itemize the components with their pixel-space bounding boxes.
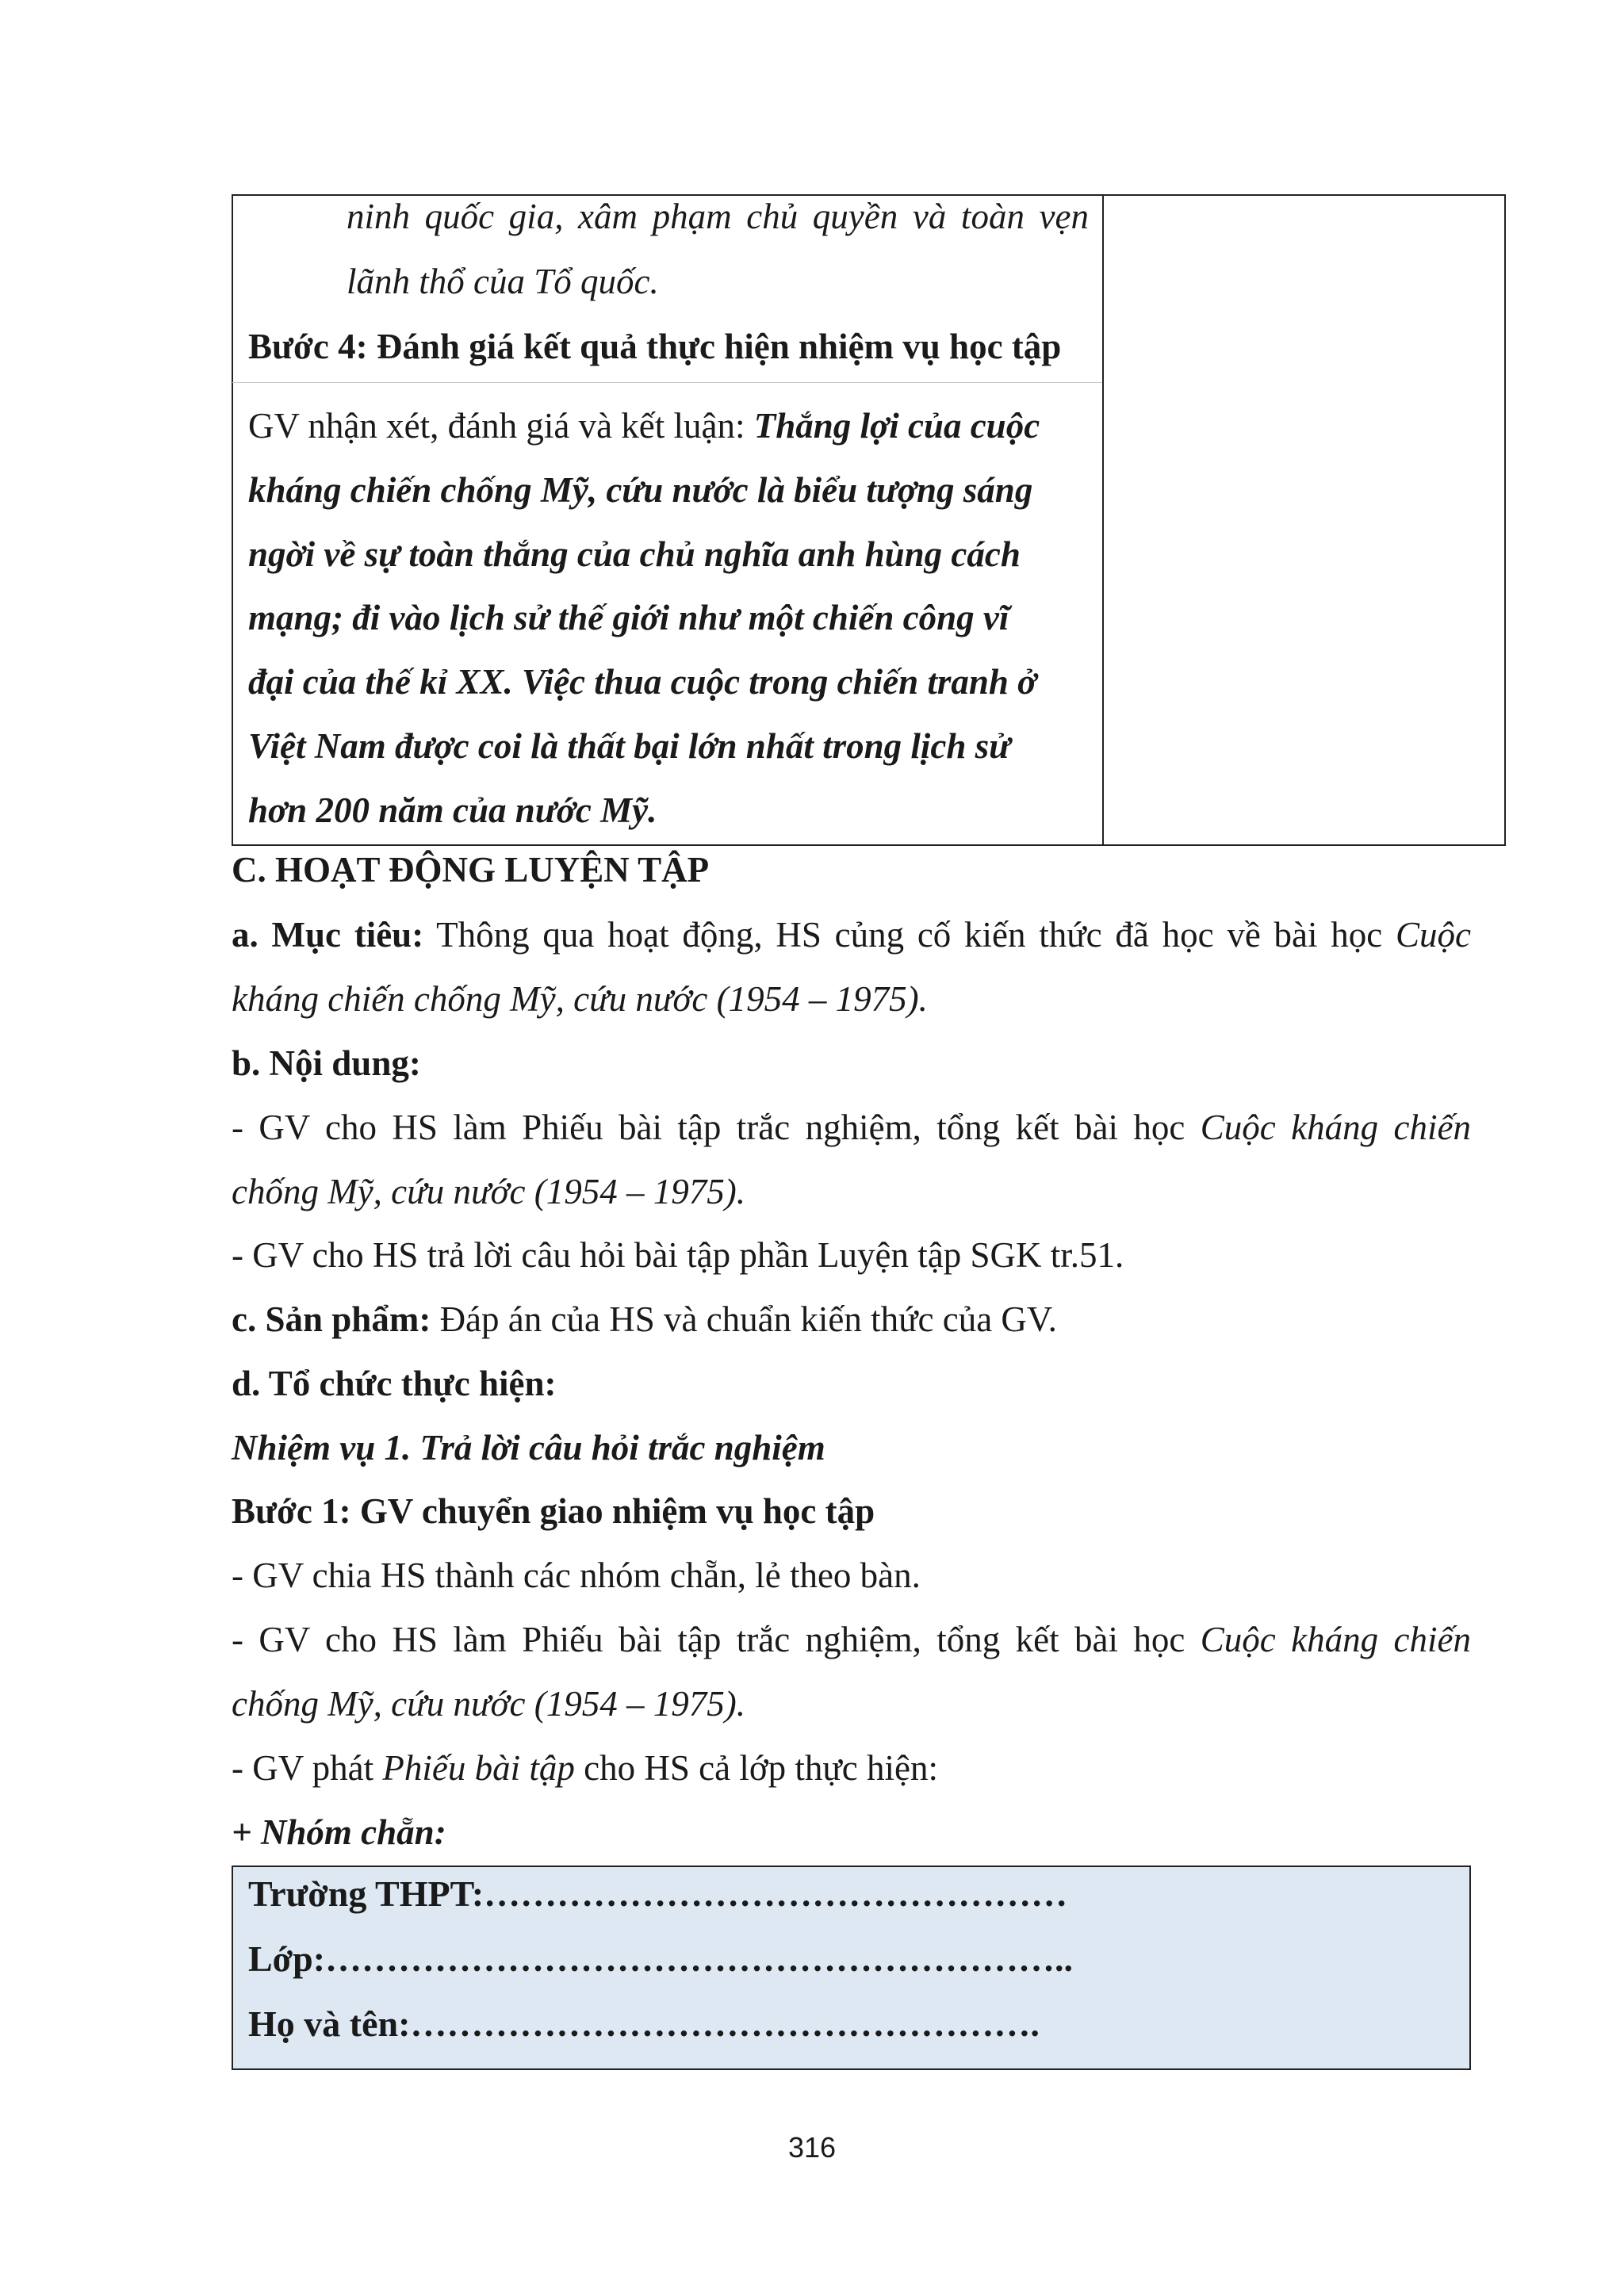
conclusion-line-2: kháng chiến chống Mỹ, cứu nước là biểu tượng sáng xyxy=(248,470,1033,510)
task-item-2: - GV cho HS làm Phiếu bài tập trắc nghiệm, tổng kết bài học Cuộc kháng chiến xyxy=(232,1620,1471,1659)
noi-dung-item-1-cont: chống Mỹ, cứu nước (1954 – 1975). xyxy=(232,1172,745,1211)
muc-tieu-line-1: a. Mục tiêu: Thông qua hoạt động, HS củng cố kiến thức đã học về bài học Cuộc xyxy=(232,915,1471,955)
noi-dung-item-1: - GV cho HS làm Phiếu bài tập trắc nghiệm, tổng kết bài học Cuộc kháng chiến xyxy=(232,1108,1471,1147)
task-item-3: - GV phát Phiếu bài tập cho HS cả lớp thực hiện: xyxy=(232,1748,938,1788)
class-field: Lớp:…………………………………………………….. xyxy=(248,1938,1074,1979)
table-continuation-line-1: ninh quốc gia, xâm phạm chủ quyền và toàn vẹn xyxy=(347,197,1089,236)
muc-tieu-line-2: kháng chiến chống Mỹ, cứu nước (1954 – 1975). xyxy=(232,979,928,1019)
nhiem-vu-1-heading: Nhiệm vụ 1. Trả lời câu hỏi trắc nghiệm xyxy=(232,1428,825,1468)
conclusion-line-5: đại của thế kỉ XX. Việc thua cuộc trong chiến tranh ở xyxy=(248,662,1037,702)
conclusion-line-3: ngời về sự toàn thắng của chủ nghĩa anh hùng cách xyxy=(248,534,1021,574)
page-number: 316 xyxy=(787,2131,837,2164)
section-c-title: C. HOẠT ĐỘNG LUYỆN TẬP xyxy=(232,850,710,890)
task-item-1: - GV chia HS thành các nhóm chẵn, lẻ theo bàn. xyxy=(232,1556,921,1595)
san-pham-line: c. Sản phẩm: Đáp án của HS và chuẩn kiến thức của GV. xyxy=(232,1299,1057,1339)
conclusion-line-4: mạng; đi vào lịch sử thế giới như một chiến công vĩ xyxy=(248,598,1009,637)
table-column-divider xyxy=(1102,194,1104,846)
to-chuc-label: d. Tổ chức thực hiện: xyxy=(232,1364,557,1403)
conclusion-line-7: hơn 200 năm của nước Mỹ. xyxy=(248,790,657,830)
buoc-1-heading: Bước 1: GV chuyển giao nhiệm vụ học tập xyxy=(232,1491,875,1531)
table-continuation-line-2: lãnh thổ của Tổ quốc. xyxy=(347,262,659,301)
conclusion-block xyxy=(248,404,1079,447)
conclusion-line-6: Việt Nam được coi là thất bại lớn nhất trong lịch sử xyxy=(248,726,1011,766)
name-field: Họ và tên:……………………………………………. xyxy=(248,2003,1040,2044)
task-item-2-cont: chống Mỹ, cứu nước (1954 – 1975). xyxy=(232,1684,745,1724)
nhom-chan-label: + Nhóm chẵn: xyxy=(232,1812,446,1852)
conclusion-line-1: GV nhận xét, đánh giá và kết luận: Thắng lợi của cuộc xyxy=(248,406,1040,446)
noi-dung-label: b. Nội dung: xyxy=(232,1043,421,1083)
table-row-divider xyxy=(232,382,1102,383)
school-field: Trường THPT:………………………………………… xyxy=(248,1873,1068,1914)
noi-dung-item-2: - GV cho HS trả lời câu hỏi bài tập phần Luyện tập SGK tr.51. xyxy=(232,1235,1124,1275)
step4-heading: Bước 4: Đánh giá kết quả thực hiện nhiệm vụ học tập xyxy=(248,327,1062,366)
